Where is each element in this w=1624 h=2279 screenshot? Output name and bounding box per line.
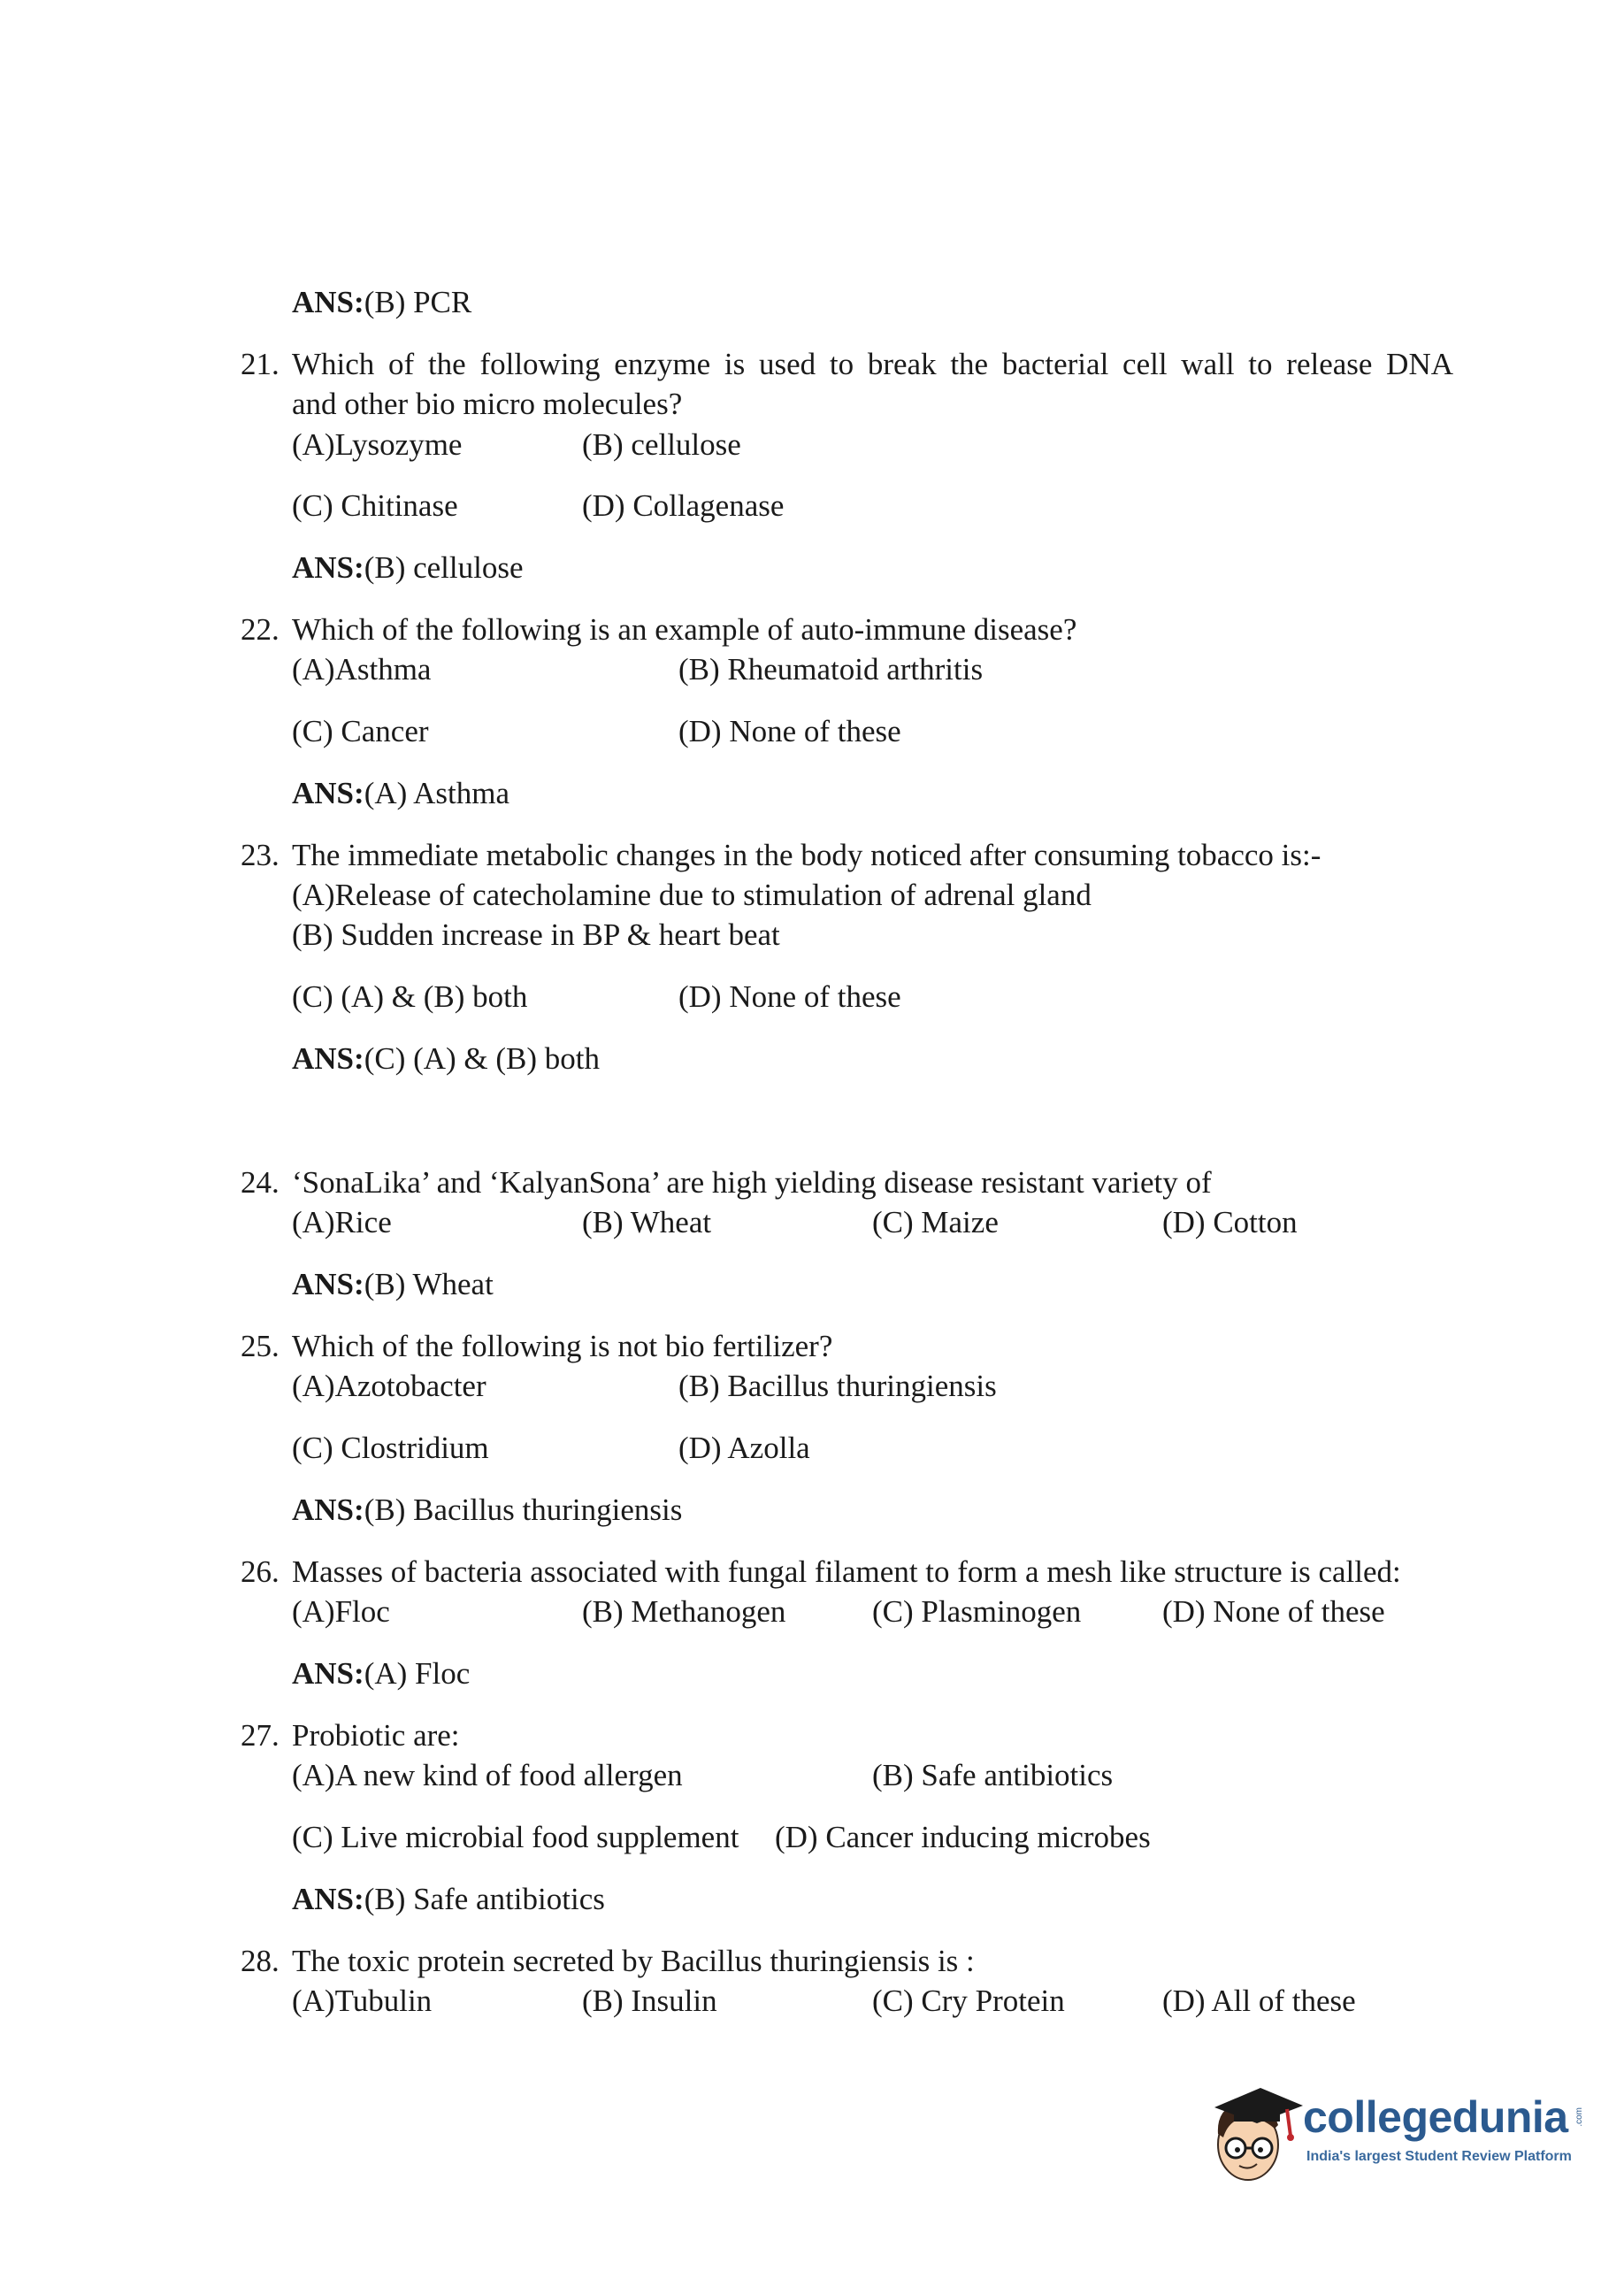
option-d: (D) Cotton: [1162, 1205, 1298, 1239]
logo-tagline: India's largest Student Review Platform: [1306, 2149, 1572, 2164]
question-number: 24.: [241, 1165, 280, 1200]
answer-26: ANS:(A) Floc: [292, 1656, 471, 1691]
option-d: (D) Cancer inducing microbes: [775, 1820, 1151, 1854]
option-c: (C) Cancer: [292, 714, 429, 748]
option-b: (B) Methanogen: [582, 1594, 786, 1629]
option-b: (B) Sudden increase in BP & heart beat: [292, 917, 780, 952]
option-c: (C) Live microbial food supplement: [292, 1820, 739, 1854]
answer-20: ANS:(B) PCR: [292, 285, 472, 319]
question-number: 21.: [241, 347, 280, 381]
option-a: (A)Floc: [292, 1594, 390, 1629]
collegedunia-logo[interactable]: [1199, 2072, 1597, 2196]
option-a: (A)Release of catecholamine due to stimulation of adrenal gland: [292, 878, 1092, 912]
option-c: (C) Cry Protein: [872, 1984, 1065, 2018]
question-text: Which of the following is not bio fertilizer?: [292, 1329, 833, 1363]
option-b: (B) Wheat: [582, 1205, 712, 1239]
option-a: (A)Lysozyme: [292, 427, 463, 462]
option-d: (D) None of these: [1162, 1594, 1385, 1629]
option-a: (A)Asthma: [292, 652, 432, 687]
option-d: (D) None of these: [678, 979, 901, 1014]
question-text: Which of the following enzyme is used to break the bacterial cell wall to release DNA: [292, 347, 1453, 381]
question-number: 28.: [241, 1944, 280, 1978]
option-d: (D) Collagenase: [582, 488, 785, 523]
question-text: The immediate metabolic changes in the body noticed after consuming tobacco is:-: [292, 838, 1321, 872]
option-c: (C) Clostridium: [292, 1431, 489, 1465]
answer-23: ANS:(C) (A) & (B) both: [292, 1041, 601, 1076]
question-number: 25.: [241, 1329, 280, 1363]
answer-24: ANS:(B) Wheat: [292, 1267, 494, 1301]
option-b: (B) Insulin: [582, 1984, 717, 2018]
option-b: (B) Bacillus thuringiensis: [678, 1369, 997, 1403]
option-a: (A)Rice: [292, 1205, 392, 1239]
question-number: 26.: [241, 1554, 280, 1589]
logo-domain-suffix: .com: [1574, 2107, 1584, 2127]
option-b: (B) Rheumatoid arthritis: [678, 652, 984, 687]
question-text: and other bio micro molecules?: [292, 387, 683, 421]
mascot-icon: [1199, 2072, 1305, 2196]
question-text: ‘SonaLika’ and ‘KalyanSona’ are high yielding disease resistant variety of: [292, 1165, 1212, 1200]
question-number: 23.: [241, 838, 280, 872]
question-number: 27.: [241, 1718, 280, 1753]
answer-25: ANS:(B) Bacillus thuringiensis: [292, 1492, 683, 1527]
option-d: (D) All of these: [1162, 1984, 1356, 2018]
option-c: (C) Plasminogen: [872, 1594, 1082, 1629]
option-c: (C) (A) & (B) both: [292, 979, 528, 1014]
option-d: (D) None of these: [678, 714, 901, 748]
answer-27: ANS:(B) Safe antibiotics: [292, 1882, 605, 1916]
answer-21: ANS:(B) cellulose: [292, 550, 524, 585]
answer-22: ANS:(A) Asthma: [292, 776, 509, 810]
question-text: Which of the following is an example of auto-immune disease?: [292, 612, 1077, 647]
question-text: The toxic protein secreted by Bacillus thuringiensis is :: [292, 1944, 975, 1978]
option-d: (D) Azolla: [678, 1431, 810, 1465]
option-c: (C) Maize: [872, 1205, 999, 1239]
logo-wordmark: collegedunia: [1303, 2092, 1568, 2142]
option-a: (A)Tubulin: [292, 1984, 433, 2018]
option-c: (C) Chitinase: [292, 488, 458, 523]
question-number: 22.: [241, 612, 280, 647]
question-text: Masses of bacteria associated with fungal filament to form a mesh like structure is called:: [292, 1554, 1401, 1589]
option-b: (B) cellulose: [582, 427, 741, 462]
option-a: (A)Azotobacter: [292, 1369, 486, 1403]
option-a: (A)A new kind of food allergen: [292, 1758, 683, 1792]
option-b: (B) Safe antibiotics: [872, 1758, 1114, 1792]
question-text: Probiotic are:: [292, 1718, 460, 1753]
